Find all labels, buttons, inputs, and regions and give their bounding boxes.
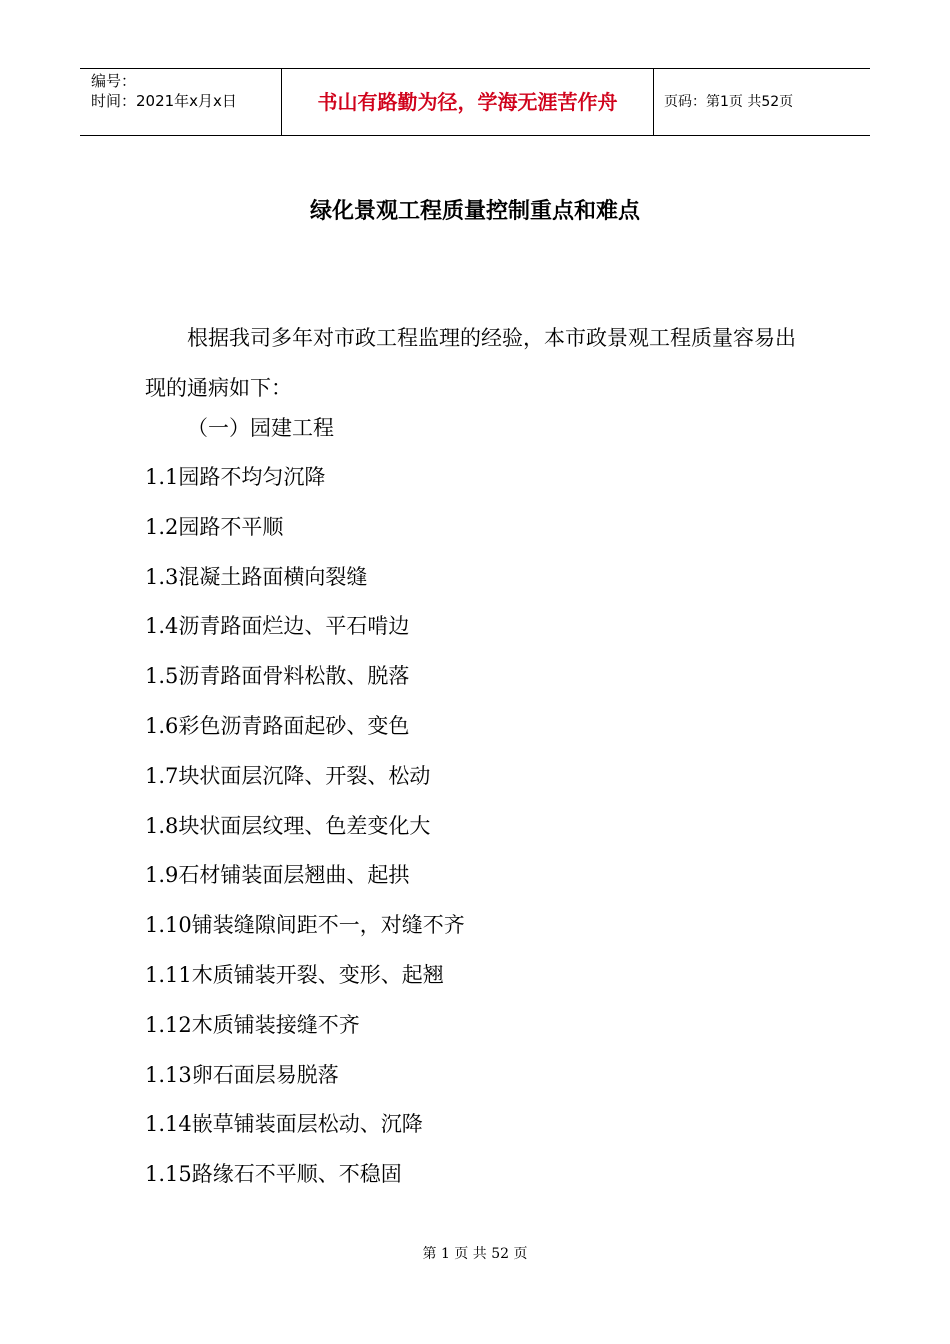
page-header [80,68,870,136]
list-item: 1.10铺装缝隙间距不一，对缝不齐 [145,913,465,938]
header-meta [80,69,282,135]
intro-paragraph: 根据我司多年对市政工程监理的经验，本市政景观工程质量容易出现的通病如下： [145,326,796,400]
list-item: 1.9石材铺装面层翘曲、起拱 [145,863,410,888]
list-item: 1.7块状面层沉降、开裂、松动 [145,763,431,788]
list-item: 1.4沥青路面烂边、平石啃边 [145,614,410,639]
page-footer: 第 1 页 共 52 页 [422,1246,528,1262]
list-item: 1.15路缘石不平顺、不稳固 [145,1162,402,1187]
document-number-label: 编号： [91,72,137,90]
list-item: 1.12木质铺装接缝不齐 [145,1012,360,1037]
header-page-info: 页码：第1页 共52页 [664,94,794,110]
document-title: 绿化景观工程质量控制重点和难点 [309,199,640,224]
list-item: 1.8块状面层纹理、色差变化大 [145,813,431,838]
list-item: 1.2园路不平顺 [145,514,284,539]
list-item: 1.5沥青路面骨料松散、脱落 [145,664,410,689]
list-item: 1.1园路不均匀沉降 [145,465,326,489]
list-item: 1.6彩色沥青路面起砂、变色 [145,713,410,738]
header-motto: 书山有路勤为径，学海无涯苦作舟 [282,69,654,135]
section-heading: （一）园建工程 [187,416,334,440]
document-date: 时间：2021年x月x日 [91,92,237,110]
list-item: 1.11木质铺装开裂、变形、起翘 [145,962,444,987]
list-item: 1.14嵌草铺装面层松动、沉降 [145,1112,423,1137]
list-item: 1.13卵石面层易脱落 [145,1062,339,1087]
defect-list [145,457,465,1204]
list-item: 1.3混凝土路面横向裂缝 [145,564,368,589]
